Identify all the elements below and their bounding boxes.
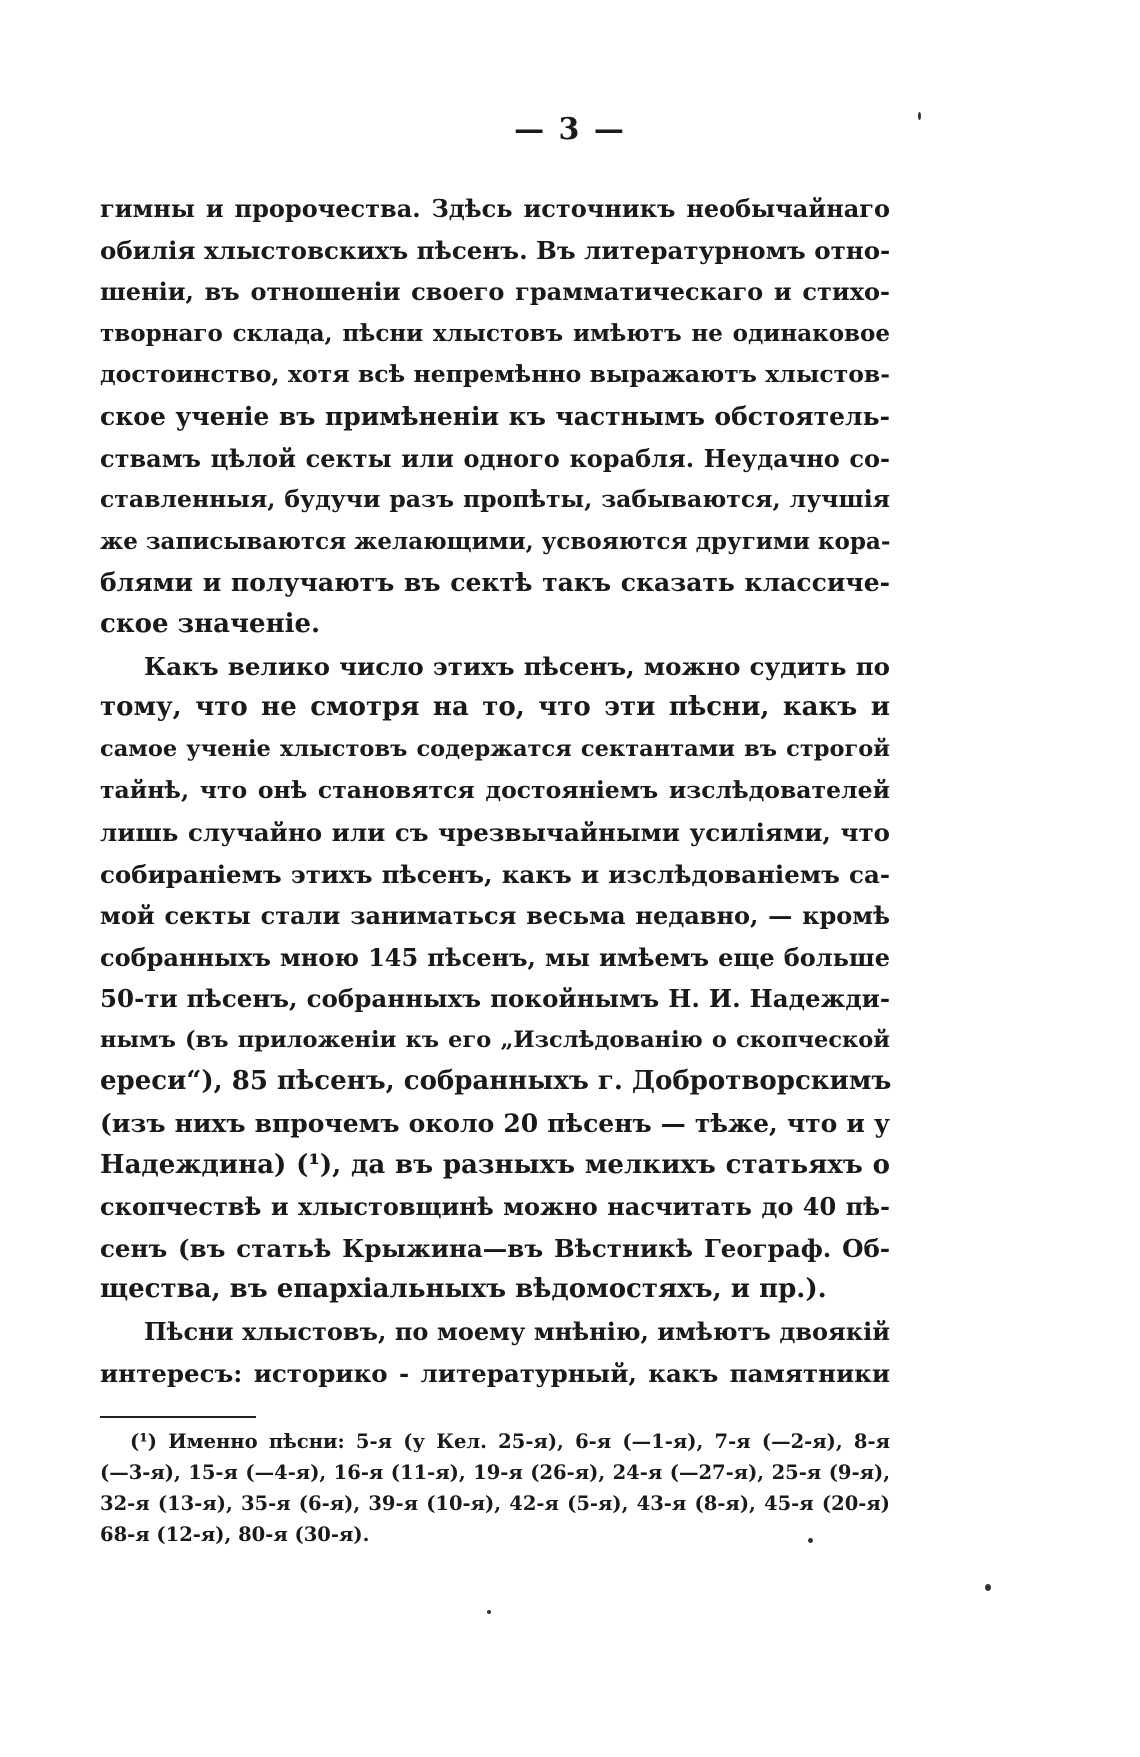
paragraph-start-line: Пѣсни хлыстовъ, по моему мнѣнію, имѣютъ двоякій	[144, 1317, 890, 1347]
text-line: собираніемъ этихъ пѣсенъ, какъ и изслѣдованіемъ са-	[100, 859, 890, 889]
body-text	[100, 188, 890, 1394]
text-line: шеніи, въ отношеніи своего грамматическаго и стихо-	[100, 277, 890, 307]
text-line: мой секты стали заниматься весьма недавно, — кромѣ	[100, 901, 890, 931]
text-line: гимны и пророчества. Здѣсь источникъ необычайнаго	[100, 194, 890, 223]
text-line: же записываются желающими, усвояются другими кора-	[100, 527, 891, 555]
text-line: ставленныя, будучи разъ пропѣты, забываются, лучшія	[100, 485, 890, 514]
text-line: блями и получаютъ въ сектѣ такъ сказать классиче-	[100, 568, 890, 598]
text-line: (изъ нихъ впрочемъ около 20 пѣсенъ — тѣже, что и у	[100, 1109, 890, 1139]
footnote	[100, 1426, 890, 1550]
paragraph-start-line: Какъ велико число этихъ пѣсенъ, можно судить по	[144, 651, 890, 681]
text-line: ереси“), 85 пѣсенъ, собранныхъ г. Добротворскимъ	[100, 1066, 892, 1097]
text-line: 50-ти пѣсенъ, собранныхъ покойнымъ Н. И. Надежди-	[100, 984, 890, 1014]
text-line: интересъ: историко - литературный, какъ памятники	[100, 1358, 890, 1388]
text-line: ское ученіе въ примѣненіи къ частнымъ обстоятель-	[100, 401, 890, 431]
text-line: ствамъ цѣлой секты или одного корабля. Неудачно со-	[100, 443, 890, 473]
text-line: собранныхъ мною 145 пѣсенъ, мы имѣемъ еще больше	[100, 942, 890, 972]
text-line: щества, въ епархіальныхъ вѣдомостяхъ, и пр.).	[100, 1274, 827, 1305]
text-line: тому, что не смотря на то, что эти пѣсни, какъ и	[100, 692, 890, 723]
text-line: тайнѣ, что онѣ становятся достояніемъ изслѣдователей	[100, 776, 890, 805]
text-line: скопчествѣ и хлыстовщинѣ можно насчитать до 40 пѣ-	[100, 1192, 890, 1222]
footnote-line: 32-я (13-я), 35-я (6-я), 39-я (10-я), 42-я (5-я), 43-я (8-я), 45-я (20-я)	[100, 1492, 890, 1515]
text-line: Надеждина) (¹), да въ разныхъ мелкихъ статьяхъ о	[100, 1149, 890, 1180]
ink-speck	[808, 1538, 813, 1543]
footnote-rule	[100, 1416, 256, 1418]
footnote-line: (—3-я), 15-я (—4-я), 16-я (11-я), 19-я (26-я), 24-я (—27-я), 25-я (9-я),	[100, 1461, 890, 1484]
text-line: самое ученіе хлыстовъ содержатся сектантами въ строгой	[100, 735, 890, 762]
text-line: нымъ (въ приложеніи къ его „Изслѣдованію о скопческой	[100, 1026, 890, 1053]
text-line: ское значеніе.	[100, 608, 321, 639]
page-number: — 3 —	[514, 112, 626, 147]
text-line: обилія хлыстовскихъ пѣсенъ. Въ литературномъ отно-	[100, 235, 891, 265]
ink-speck	[985, 1584, 991, 1591]
ink-speck	[918, 112, 921, 120]
text-line: творнаго склада, пѣсни хлыстовъ имѣютъ не одинаковое	[100, 319, 890, 347]
footnote-line: 68-я (12-я), 80-я (30-я).	[100, 1523, 370, 1546]
text-line: сенъ (въ статьѣ Крыжина—въ Вѣстникѣ Географ. Об-	[100, 1233, 890, 1263]
text-line: лишь случайно или съ чрезвычайными усиліями, что	[100, 817, 890, 847]
footnote-line: (¹) Именно пѣсни: 5-я (у Кел. 25-я), 6-я (—1-я), 7-я (—2-я), 8-я	[130, 1430, 890, 1453]
text-line: достоинство, хотя всѣ непремѣнно выражаютъ хлыстов-	[100, 360, 890, 389]
ink-speck	[487, 1610, 491, 1614]
